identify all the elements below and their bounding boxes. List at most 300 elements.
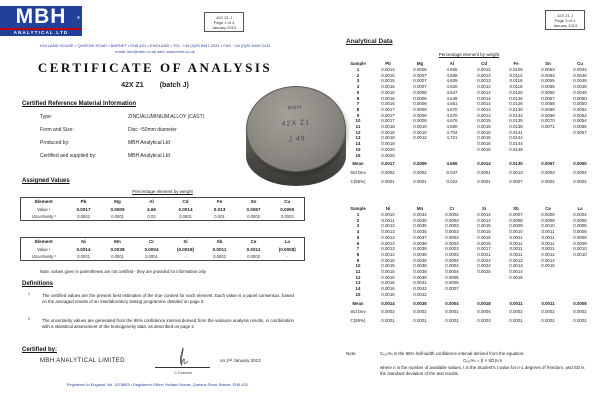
table-cell: 0.0041 xyxy=(413,280,427,286)
table-cell: 0.0016 xyxy=(381,101,395,107)
table-cell: 0.0003 xyxy=(445,240,459,246)
crm-value: MBH Analytical Ltd xyxy=(128,153,170,159)
table-cell: 4 xyxy=(356,229,360,235)
table-cell: 0.0014 xyxy=(509,269,523,275)
table-cell: 0.0035 xyxy=(413,223,427,229)
table-cell: 0.0011 xyxy=(509,251,523,257)
table-row xyxy=(344,306,596,315)
table-cell: 0.0015 xyxy=(477,223,491,229)
table-cell: Mg xyxy=(114,199,121,205)
table-row xyxy=(344,176,596,185)
table-cell: Std Dev xyxy=(350,309,366,315)
table-cell: 6 xyxy=(356,240,360,246)
table-cell: 4.655 xyxy=(446,161,458,167)
table-cell: 0.0001 xyxy=(413,178,427,184)
certifying-company: MBH ANALYTICAL LIMITED xyxy=(40,358,125,364)
table-cell: 4.647 xyxy=(446,89,458,95)
table-cell: 0.0017 xyxy=(477,246,491,252)
table-cell: 0.0015 xyxy=(477,234,491,240)
summary-rows xyxy=(344,298,596,324)
table-cell: 0.0038 xyxy=(413,251,427,257)
value-row xyxy=(21,205,305,212)
table-cell: 0.0002 xyxy=(541,317,555,323)
table-cell: 0.0003 xyxy=(445,229,459,235)
table-cell: 0.0016 xyxy=(381,291,395,297)
table-cell: La xyxy=(284,239,290,245)
table-cell: 0.0003 xyxy=(445,234,459,240)
table-cell: 0.0066 xyxy=(541,89,555,95)
definitions-heading: Definitions xyxy=(22,281,53,287)
table-cell: 0.0014 xyxy=(76,246,91,252)
table-cell: 0.0138 xyxy=(509,124,523,130)
table-cell: 0.0126 xyxy=(509,101,523,107)
table-cell: 4.704 xyxy=(446,129,458,135)
table-cell: 0.0004 xyxy=(573,169,587,175)
table-cell: 0.0006 xyxy=(413,67,427,72)
product-batch: (batch J) xyxy=(159,82,189,89)
table-cell: 0.0013 xyxy=(477,78,491,84)
table-cell: 6 xyxy=(356,95,360,101)
table-cell: Fe xyxy=(513,61,519,66)
table-header-row xyxy=(21,198,305,206)
note-line-1: C₍₉₅%₎ is the 95% half-width confidence interval derived from the equation: xyxy=(380,351,525,356)
table-cell: 0.0001 xyxy=(381,317,395,323)
table-cell: 0.0035 xyxy=(413,229,427,235)
disc-stamp-text xyxy=(244,97,347,152)
table-cell: 0.0018 xyxy=(381,129,395,135)
table-cell: 0.0007 xyxy=(445,286,459,292)
table-cell: 13 xyxy=(355,280,361,286)
table-cell: 0.0001 xyxy=(145,253,158,259)
table-cell: (0.0018) xyxy=(176,246,195,252)
table-row xyxy=(344,298,596,307)
table-cell: 0.0038 xyxy=(413,257,427,263)
table-cell: 0.0001 xyxy=(445,309,459,315)
crm-row-form-size xyxy=(40,127,204,140)
crm-row-type xyxy=(40,114,204,127)
table-cell: Al xyxy=(149,199,154,205)
table-header-row xyxy=(21,238,305,246)
ref-page-number: Page 3 of 4 xyxy=(554,17,576,23)
table-cell: 0.0017 xyxy=(381,118,395,124)
table-cell: 0.0065 xyxy=(541,78,555,84)
note-body xyxy=(380,351,585,377)
table-cell: 0.0008 xyxy=(573,300,587,306)
table-cell: 5 xyxy=(356,234,360,240)
table-cell: 0.0017 xyxy=(381,112,395,118)
table-cell: 0.0010 xyxy=(381,212,395,217)
mbh-logo-subtitle: ANALYTICAL LTD xyxy=(0,30,82,36)
table-cell: 4.661 xyxy=(446,101,458,107)
table-cell: 0.0038 xyxy=(413,240,427,246)
table-cell: 0.0071 xyxy=(541,124,555,130)
crm-label: Type: xyxy=(40,114,53,120)
table-cell: 0.0013 xyxy=(381,229,395,235)
table-cell: 0.0003 xyxy=(445,217,459,223)
table-cell: 0.0011 xyxy=(509,300,523,306)
table-cell: Fe xyxy=(216,199,223,205)
table-cell: 0.0011 xyxy=(541,234,555,240)
table-cell: 0.0014 xyxy=(477,217,491,223)
table-cell: 0.0134 xyxy=(509,112,523,118)
table-cell: 0.0020 xyxy=(381,152,395,158)
crm-label: Form and Size: xyxy=(40,127,74,133)
table-cell: 0.0015 xyxy=(477,135,491,141)
table-cell: 0.0012 xyxy=(477,67,491,72)
table-cell: 0.0001 xyxy=(111,253,124,259)
table-cell: 0.0024 xyxy=(477,257,491,263)
table-cell: 0.0042 xyxy=(413,286,427,292)
summary-rows xyxy=(344,158,596,184)
table-cell: 0.0003 xyxy=(280,213,294,219)
table-cell: Ni xyxy=(385,206,391,211)
ref-date: January 2013 xyxy=(211,24,237,30)
table-cell: 0.0002 xyxy=(77,213,90,219)
parentheses-note: Note: values given in parentheses are not certified - they are provided for information only xyxy=(40,269,206,274)
table-cell: 0.0005 xyxy=(573,217,587,223)
table-cell: 2 xyxy=(356,72,360,78)
table-cell: Cr xyxy=(449,206,455,211)
table-cell: 0.0006 xyxy=(445,280,459,286)
table-cell: 0.0015 xyxy=(381,72,395,78)
table-cell: 0.0011 xyxy=(509,240,523,246)
disc-stamp-batch: J 49 xyxy=(288,135,306,144)
table-cell: 0.0014 xyxy=(477,106,491,112)
crm-label: Produced by: xyxy=(40,140,70,146)
table-cell: 14 xyxy=(355,286,361,292)
table-cell: 0.0009 xyxy=(541,212,555,217)
table-cell: 0.0144 xyxy=(509,135,523,141)
table-cell: La xyxy=(577,206,583,211)
table-cell: 4.649 xyxy=(446,95,458,101)
table-cell: 0.0015 xyxy=(477,129,491,135)
table-cell: Uncertainty ² xyxy=(31,213,56,219)
table-cell: 0.0007 xyxy=(509,178,523,184)
ref-code: 42X Z1 J xyxy=(556,12,573,18)
disc-stamp-brand: MBH xyxy=(287,104,303,112)
table-cell: 10 xyxy=(355,263,361,269)
table-cell: 0.0034 xyxy=(413,212,427,217)
table-header-row xyxy=(344,205,596,212)
definition-item-2 xyxy=(28,317,294,329)
table-cell: 0.0055 xyxy=(573,124,587,130)
table-cell: 0.0130 xyxy=(509,106,523,112)
table-cell: 0.0001 xyxy=(179,213,192,219)
table-header-row xyxy=(344,60,596,67)
table-cell: Element xyxy=(34,239,53,245)
table-cell: 0.0004 xyxy=(144,246,159,252)
table-cell: Value ¹ xyxy=(37,206,51,212)
table-cell: 0.0002 xyxy=(573,178,587,184)
table-cell: 0.0004 xyxy=(477,309,491,315)
table-cell: 0.0135 xyxy=(509,118,523,124)
table-cell: 0.0001 xyxy=(477,178,491,184)
table-cell: 0.0070 xyxy=(541,118,555,124)
table-cell: 0.0010 xyxy=(541,223,555,229)
table-cell: 0.0016 xyxy=(477,240,491,246)
table-cell: 0.0014 xyxy=(541,257,555,263)
table-cell: 0.0005 xyxy=(573,229,587,235)
table-cell: Sb xyxy=(513,206,519,211)
table-cell: 0.0014 xyxy=(477,112,491,118)
table-cell: 4 xyxy=(356,84,360,90)
footnote-marker: 1 xyxy=(28,292,30,296)
table-cell: 0.0011 xyxy=(541,300,555,306)
table-cell: 0.0005 xyxy=(573,223,587,229)
table-row xyxy=(344,158,596,167)
table-cell: 0.0017 xyxy=(381,106,395,112)
table-cell: 0.0004 xyxy=(445,269,459,275)
table-cell: 0.0003 xyxy=(445,251,459,257)
table-cell: 0.0015 xyxy=(477,124,491,130)
table-cell: 0.0015 xyxy=(381,78,395,84)
table-cell: 0.0130 xyxy=(509,161,523,167)
table-cell: 0.0009 xyxy=(541,217,555,223)
table-cell: 0.0126 xyxy=(509,95,523,101)
company-address: HOLLAND HOUSE • QUEENS ROAD • BARNET • EN5 4DJ • ENGLAND • TEL. +44 (0)20 8441 2031 • FAX. +44 (0)20 8449 0413 xyxy=(39,43,271,48)
table-cell: Sample xyxy=(350,61,366,66)
table-cell: Sn xyxy=(250,199,257,205)
table-cell: 3 xyxy=(356,223,360,229)
table-cell: 0.0010 xyxy=(509,229,523,235)
table-cell: 0.013 xyxy=(213,206,226,212)
table-cell: 0.0010 xyxy=(573,246,587,252)
table-cell: 0.0015 xyxy=(381,257,395,263)
crm-value: MBH Analytical Ltd xyxy=(128,140,170,146)
table-cell: 0.0001 xyxy=(77,253,90,259)
crm-value: Disc ~50mm diameter xyxy=(128,127,177,133)
table-cell: 0.0002 xyxy=(573,317,587,323)
table-cell: 0.0144 xyxy=(509,141,523,147)
analytical-table-caption: Percentage element by weight xyxy=(438,52,500,57)
table-cell: 0.0011 xyxy=(246,246,261,252)
table-cell: Std Dev xyxy=(350,169,366,175)
table-cell: Sample xyxy=(350,206,366,211)
table-cell: 0.0112 xyxy=(509,72,523,78)
table-cell: 0.0014 xyxy=(381,67,395,72)
crm-section-heading: Certified Reference Material Information xyxy=(22,101,137,107)
table-cell: 0.0002 xyxy=(247,213,260,219)
table-cell: 0.0019 xyxy=(381,141,395,147)
table-cell: 0.0001 xyxy=(413,317,427,323)
table-cell: 12 xyxy=(355,129,361,135)
table-cell: 0.0012 xyxy=(413,135,427,141)
table-cell: Mn xyxy=(114,239,121,245)
table-cell: 0.0050 xyxy=(573,95,587,101)
table-cell: 0.0016 xyxy=(381,89,395,95)
definition-text: The certified values are the present best estimates of the true content for each element. Each value is a panel consensus, based on the averaged results of an interlaboratory testing programme detailed on page 3. xyxy=(42,293,294,304)
table-cell: 0.0016 xyxy=(381,84,395,90)
table-cell: 0.0063 xyxy=(541,67,555,72)
table-cell: 0.0149 xyxy=(509,146,523,152)
table-cell: Element xyxy=(34,199,53,205)
table-cell: 8 xyxy=(356,251,360,257)
signee-name: C Everest xyxy=(174,370,192,375)
assigned-values-table-2 xyxy=(20,237,305,261)
table-cell: 9 xyxy=(356,112,360,118)
table-cell: 4.66 xyxy=(147,206,156,212)
table-cell: 0.0014 xyxy=(477,161,491,167)
table-cell: 0.0012 xyxy=(541,251,555,257)
ref-code: 42X Z1 J xyxy=(215,14,232,20)
table-cell: 0.0014 xyxy=(381,251,395,257)
table-cell: 1 xyxy=(356,212,360,217)
table-cell: 0.0007 xyxy=(413,84,427,90)
table-cell: Cd xyxy=(182,199,189,205)
table-cell: 0.0009 xyxy=(413,112,427,118)
certification-date: on 2ⁿᵈ January 2013 xyxy=(220,358,261,363)
ref-date: January 2013 xyxy=(552,22,578,28)
analytical-table-2 xyxy=(344,205,596,324)
table-cell: 3 xyxy=(356,78,360,84)
table-cell: 0.0015 xyxy=(509,274,523,280)
table-cell: 0.0001 xyxy=(381,178,395,184)
table-cell: 0.0025 xyxy=(477,269,491,275)
table-cell: Si xyxy=(183,239,188,245)
table-cell: 0.0009 xyxy=(413,118,427,124)
table-cell: 0.0011 xyxy=(212,246,227,252)
table-row xyxy=(344,315,596,324)
table-cell: Mn xyxy=(416,206,424,211)
table-cell: 0.0009 xyxy=(110,206,125,212)
table-cell: 15 xyxy=(355,291,361,297)
ref-page-number: Page 1 of 4 xyxy=(213,19,235,25)
table-cell: 4.608 xyxy=(446,72,458,78)
table-cell: 0.0017 xyxy=(381,161,395,167)
table-cell: 0.0001 xyxy=(111,213,124,219)
table-cell: 0.0004 xyxy=(573,212,587,217)
table-cell: C(95%) xyxy=(350,317,366,323)
table-cell: 0.0002 xyxy=(445,212,459,217)
certification-block xyxy=(40,358,300,375)
table-cell: 0.0050 xyxy=(280,206,295,212)
table-cell: 7 xyxy=(356,101,360,107)
table-cell: 0.0018 xyxy=(381,124,395,130)
sample-disc-photo xyxy=(246,86,346,192)
table-cell: 0.0018 xyxy=(477,300,491,306)
table-cell: 0.0050 xyxy=(573,161,587,167)
table-cell: 11 xyxy=(355,124,361,130)
table-cell: 0.0009 xyxy=(573,240,587,246)
table-cell: C(95%) xyxy=(350,178,366,184)
table-cell: 0.0007 xyxy=(413,78,427,84)
note-equation: C₍₉₅%₎ = (t × SD)/√n xyxy=(462,358,503,363)
table-cell: 0.0067 xyxy=(246,206,261,212)
table-cell: 0.037 xyxy=(446,169,458,175)
table-cell: 4.721 xyxy=(446,135,458,141)
table-cell: 0.0014 xyxy=(477,212,491,217)
table-cell: 0.0009 xyxy=(413,161,427,167)
footnote-marker: 2 xyxy=(28,317,30,321)
table-cell: 0.0010 xyxy=(573,251,587,257)
table-cell: Ce xyxy=(545,206,551,211)
table-cell: 0.0048 xyxy=(573,84,587,90)
table-cell: Ni xyxy=(81,239,86,245)
table-cell: 4.680 xyxy=(446,124,458,130)
table-cell: 0.0002 xyxy=(247,253,260,259)
table-cell: 0.0037 xyxy=(413,234,427,240)
table-cell: 0.0035 xyxy=(413,217,427,223)
table-cell: 4.670 xyxy=(446,112,458,118)
sample-rows xyxy=(344,67,596,158)
table-cell: 0.0057 xyxy=(573,129,587,135)
crm-info-list xyxy=(40,114,204,166)
table-cell: 0.0014 xyxy=(477,84,491,90)
table-cell: 0.0010 xyxy=(413,124,427,130)
table-cell: Value ¹ xyxy=(37,246,51,252)
table-cell: 14 xyxy=(355,141,361,147)
table-cell: 0.0105 xyxy=(509,67,523,72)
table-cell: 0.0002 xyxy=(213,253,226,259)
table-cell: 0.0069 xyxy=(541,106,555,112)
table-cell: 0.0002 xyxy=(413,169,427,175)
table-cell: 0.0012 xyxy=(381,223,395,229)
table-cell: 0.0016 xyxy=(477,141,491,147)
table-cell: 0.0014 xyxy=(178,206,193,212)
analytical-table-1 xyxy=(344,60,596,184)
uncertainty-row xyxy=(21,253,305,261)
certified-by-heading: Certified by: xyxy=(22,347,58,353)
table-cell: - xyxy=(286,253,288,259)
table-cell: 0.0063 xyxy=(541,72,555,78)
table-cell: Si xyxy=(481,206,487,211)
product-code: 42X Z1 xyxy=(121,82,144,89)
table-cell: 0.0049 xyxy=(573,89,587,95)
table-cell: 0.0008 xyxy=(413,95,427,101)
value-row xyxy=(21,245,305,252)
table-cell: 0.022 xyxy=(446,178,458,184)
company-contact: email: info@mbh.co.uk web: www.mbh.co.uk xyxy=(115,49,195,54)
table-cell: Al xyxy=(449,61,455,66)
registered-trademark-icon: ® xyxy=(77,15,81,20)
crm-row-certified-by xyxy=(40,153,204,166)
table-cell: 0.0011 xyxy=(381,217,395,223)
definition-item-1 xyxy=(28,292,294,304)
table-cell: 0.0003 xyxy=(541,169,555,175)
table-cell: 0.0003 xyxy=(445,223,459,229)
table-cell: - xyxy=(184,253,187,259)
table-cell: 4.609 xyxy=(446,78,458,84)
table-cell: Mean xyxy=(352,300,364,306)
table-cell: 0.0005 xyxy=(445,274,459,280)
crm-row-produced-by xyxy=(40,140,204,153)
table-cell: 0.0021 xyxy=(477,251,491,257)
table-cell: 0.0004 xyxy=(445,300,459,306)
table-cell: 0.0068 xyxy=(541,101,555,107)
table-cell: 0.0008 xyxy=(509,217,523,223)
table-cell: 0.0011 xyxy=(541,229,555,235)
table-cell: 0.0038 xyxy=(110,246,125,252)
table-cell: 16 xyxy=(355,152,361,158)
table-cell: 0.001 xyxy=(214,213,225,219)
table-cell: 0.0016 xyxy=(381,286,395,292)
table-cell: 0.0015 xyxy=(477,229,491,235)
table-cell: 0.03 xyxy=(147,213,156,219)
table-cell: 0.0002 xyxy=(541,309,555,315)
table-row xyxy=(344,167,596,176)
table-cell: 0.0015 xyxy=(381,269,395,275)
table-cell: 0.0012 xyxy=(509,257,523,263)
table-cell: 0.0015 xyxy=(541,263,555,269)
table-cell: 0.0067 xyxy=(541,95,555,101)
table-cell: 0.0003 xyxy=(477,317,491,323)
table-cell: 4.620 xyxy=(446,84,458,90)
note-line-2: where n is the number of available values, t is the Student's t value for n-1 degrees of freedom, and SD is the standard deviation of the test results. xyxy=(380,365,585,376)
table-cell: 0.0014 xyxy=(477,95,491,101)
table-cell: 8 xyxy=(356,106,360,112)
table-cell: 0.0011 xyxy=(541,246,555,252)
table-cell: 5 xyxy=(356,89,360,95)
